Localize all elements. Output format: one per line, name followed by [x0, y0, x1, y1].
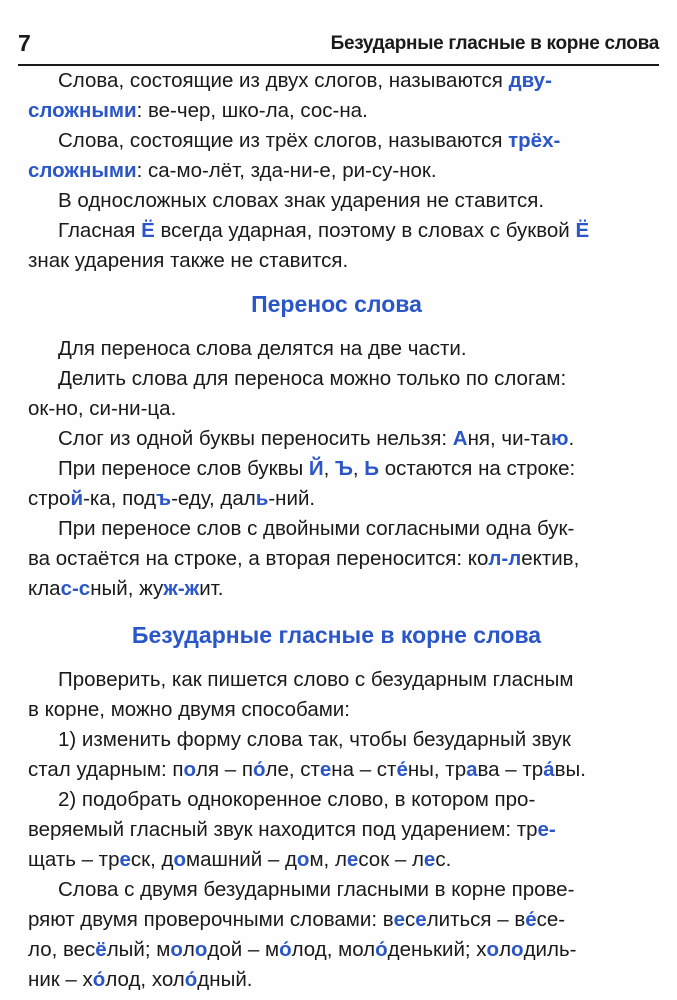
text: щать – тр	[28, 848, 120, 871]
highlight: е́	[396, 758, 408, 781]
text: в корне, можно двумя способами:	[28, 698, 350, 721]
highlight: е-	[537, 818, 556, 841]
section-heading: Перенос слова	[251, 291, 422, 317]
text: 2) подобрать однокоренное слово, в котором про-	[58, 788, 536, 811]
text: : са-мо-лёт, зда-ни-е, ри-су-нок.	[136, 159, 437, 182]
text-line	[28, 965, 645, 995]
text: дой – м	[207, 938, 280, 961]
highlight: ъ	[156, 487, 172, 510]
text: на – ст	[331, 758, 397, 781]
text: Слова, состоящие из трёх слогов, называются	[58, 129, 509, 152]
highlight: о	[511, 938, 524, 961]
text: ва – тр	[477, 758, 544, 781]
text-line	[28, 394, 645, 424]
text-line	[28, 875, 645, 905]
highlight: о	[194, 938, 208, 961]
text: ло, вес	[28, 938, 96, 961]
text: ле, ст	[265, 758, 320, 781]
text: лод, хол	[105, 968, 185, 991]
paragraph	[28, 725, 645, 785]
text: -еду, дал	[171, 487, 256, 510]
highlight: Ь	[364, 457, 380, 480]
highlight: ю	[550, 427, 569, 450]
text: остаются на строке:	[379, 457, 576, 480]
highlight: Ё	[141, 219, 155, 242]
highlight: й	[70, 487, 84, 510]
text: кла	[28, 577, 61, 600]
highlight: Ё	[575, 219, 590, 242]
paragraph	[28, 334, 645, 364]
text-line	[28, 484, 645, 514]
text-line	[28, 755, 645, 785]
paragraph	[28, 785, 645, 875]
text-line	[28, 156, 645, 186]
paragraph	[28, 665, 645, 725]
text-line	[28, 845, 645, 875]
text: Слог из одной буквы переносить нельзя:	[58, 427, 453, 450]
section-heading: Безударные гласные в корне слова	[131, 622, 542, 648]
text: се-	[536, 908, 566, 931]
text-line	[28, 544, 645, 574]
text-line	[28, 246, 645, 276]
text: ок-но, си-ни-ца.	[28, 397, 177, 420]
highlight: а́	[543, 758, 555, 781]
text: вы.	[554, 758, 586, 781]
highlight: сложными	[28, 99, 137, 122]
highlight: о	[183, 758, 196, 781]
paragraph	[28, 186, 645, 216]
text: всегда ударная, поэтому в словах с буквой	[154, 219, 576, 242]
text-line	[28, 126, 645, 156]
text: ля – п	[195, 758, 253, 781]
page-body	[28, 66, 645, 995]
highlight: А	[452, 427, 468, 450]
highlight: трёх-	[508, 129, 561, 152]
text: веряемый гласный звук находится под ударением: тр	[28, 818, 538, 841]
text-line	[28, 514, 645, 544]
text-line	[28, 186, 645, 216]
text: денький; х	[387, 938, 487, 961]
text: : ве-чер, шко-ла, сос-на.	[136, 99, 368, 122]
running-title: Безударные гласные в корне слова	[330, 33, 659, 54]
text-line	[28, 96, 645, 126]
text: л	[182, 938, 195, 961]
highlight: е	[423, 848, 436, 871]
text: При переносе слов с двойными согласными одна бук-	[58, 517, 575, 540]
paragraph	[28, 424, 645, 454]
text: Слова с двумя безударными гласными в корне прове-	[58, 878, 575, 901]
paragraph	[28, 66, 645, 126]
text-line	[28, 364, 645, 394]
text: стро	[28, 487, 71, 510]
page-header	[18, 26, 659, 66]
text-line	[28, 334, 645, 364]
text: с	[405, 908, 416, 931]
text: диль-	[523, 938, 577, 961]
highlight: о́	[375, 938, 388, 961]
text-line	[28, 454, 645, 484]
highlight: е	[319, 758, 332, 781]
highlight: ё	[95, 938, 107, 961]
text: ны, тр	[407, 758, 467, 781]
text-line	[28, 665, 645, 695]
highlight: е	[415, 908, 427, 931]
highlight: Й	[308, 457, 324, 480]
text: Делить слова для переноса можно только по слогам:	[58, 367, 567, 390]
highlight: ь	[255, 487, 269, 510]
text: ня, чи-та	[467, 427, 551, 450]
text: Проверить, как пишется слово с безударным гласным	[58, 668, 574, 691]
text: В односложных словах знак ударения не ставится.	[58, 189, 545, 212]
highlight: а	[466, 758, 478, 781]
text: ва остаётся на строке, а вторая переносится: ко	[28, 547, 489, 570]
text-line	[28, 905, 645, 935]
text: знак ударения также не ставится.	[28, 249, 349, 272]
paragraph	[28, 875, 645, 995]
text: Слова, состоящие из двух слогов, называются	[58, 69, 509, 92]
text-line	[28, 66, 645, 96]
text-line	[28, 725, 645, 755]
text-line	[28, 815, 645, 845]
text: лый; м	[106, 938, 171, 961]
text: .	[568, 427, 575, 450]
text-line	[28, 935, 645, 965]
highlight: е	[346, 848, 359, 871]
text: машний – д	[186, 848, 297, 871]
text: Для переноса слова делятся на две части.	[58, 337, 467, 360]
text: 1) изменить форму слова так, чтобы безударный звук	[58, 728, 571, 751]
highlight: о́	[252, 758, 266, 781]
text-line	[28, 574, 645, 604]
paragraph	[28, 454, 645, 514]
text: сок – л	[358, 848, 424, 871]
highlight: дву-	[508, 69, 552, 92]
page-number: 7	[18, 30, 31, 56]
highlight: о́	[184, 968, 198, 991]
text: ,	[323, 457, 336, 480]
text: При переносе слов буквы	[58, 457, 309, 480]
text: л	[499, 938, 512, 961]
text-line	[28, 695, 645, 725]
highlight: е́	[525, 908, 537, 931]
text: ит.	[199, 577, 224, 600]
highlight: о́	[92, 968, 106, 991]
text: -ний.	[268, 487, 316, 510]
text-line	[28, 216, 645, 246]
highlight: е	[393, 908, 406, 931]
text: ектив,	[521, 547, 580, 570]
text: -ка, под	[83, 487, 157, 510]
text: дный.	[197, 968, 253, 991]
text: ,	[352, 457, 365, 480]
highlight: е	[119, 848, 131, 871]
text: Гласная	[58, 219, 142, 242]
paragraph	[28, 216, 645, 276]
highlight: о́	[279, 938, 292, 961]
text: ряют двумя проверочными словами: в	[28, 908, 394, 931]
text: лод, мол	[291, 938, 376, 961]
highlight: о	[173, 848, 186, 871]
text: стал ударным: п	[28, 758, 184, 781]
text: ск, д	[130, 848, 174, 871]
text: литься – в	[426, 908, 526, 931]
highlight: сложными	[28, 159, 137, 182]
highlight: с-с	[60, 577, 91, 600]
paragraph	[28, 364, 645, 424]
text-line	[28, 424, 645, 454]
text: ник – х	[28, 968, 93, 991]
text: ный, жу	[90, 577, 164, 600]
paragraph	[28, 514, 645, 604]
text: м, л	[309, 848, 347, 871]
highlight: л-л	[488, 547, 522, 570]
highlight: о	[170, 938, 183, 961]
highlight: Ъ	[335, 457, 353, 480]
paragraph	[28, 126, 645, 186]
text: с.	[435, 848, 452, 871]
highlight: о	[486, 938, 500, 961]
highlight: ж-ж	[163, 577, 200, 600]
text-line	[28, 785, 645, 815]
highlight: о	[296, 848, 310, 871]
